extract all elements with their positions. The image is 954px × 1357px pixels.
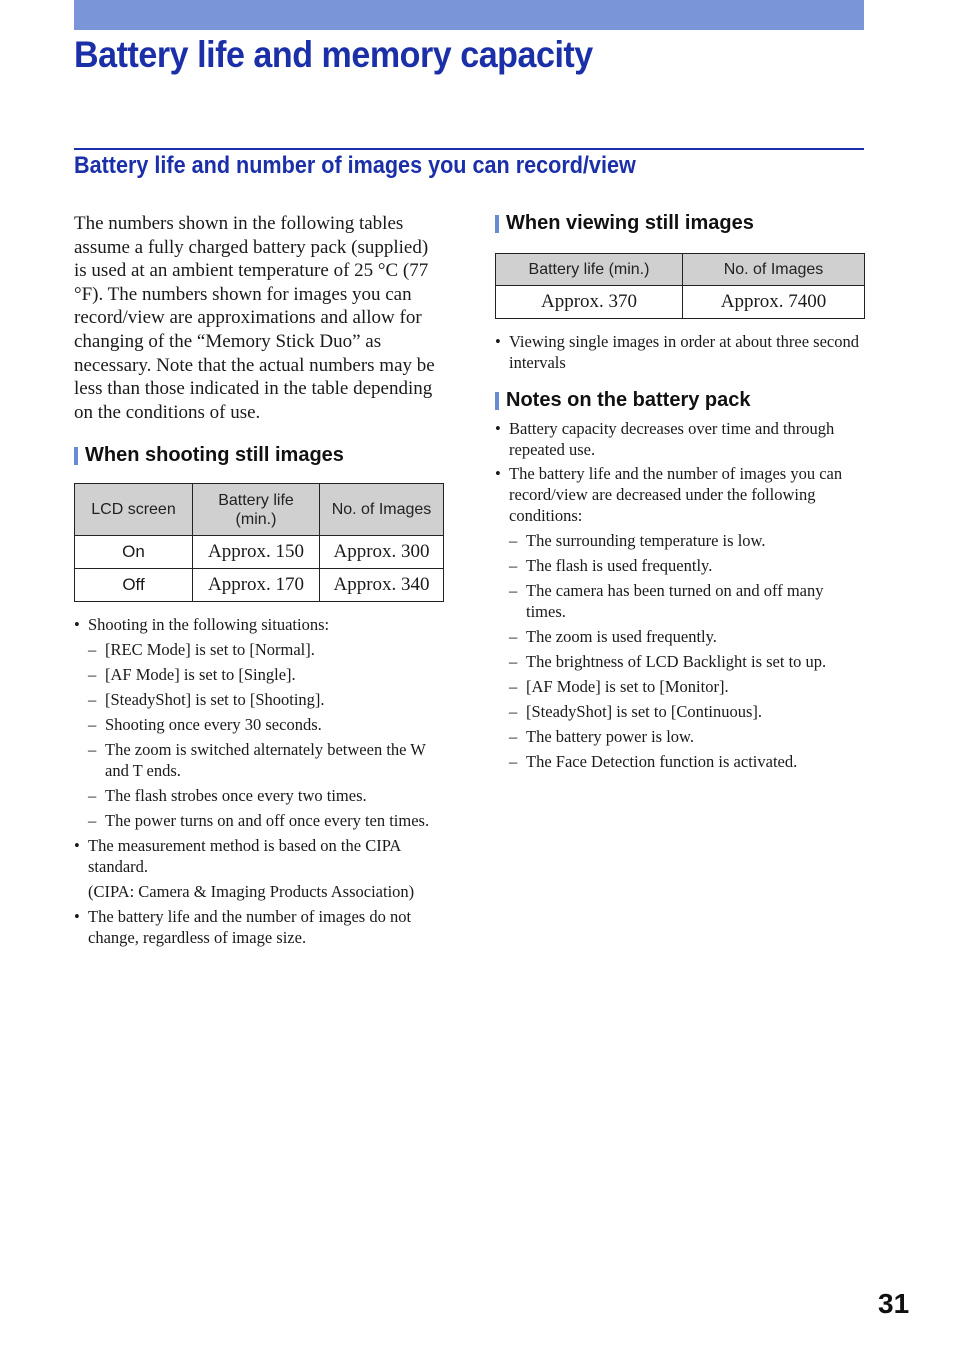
table-cell: Approx. 300 — [320, 536, 444, 569]
table-cell: Approx. 170 — [193, 569, 320, 602]
decrease-intro: The battery life and the number of images you can record/view are decreased under the following conditions: — [509, 464, 843, 525]
list-item: – The zoom is switched alternately between the W and T ends. — [88, 739, 444, 781]
list-item: • Battery capacity decreases over time and through repeated use. — [495, 418, 865, 460]
viewing-table — [495, 253, 865, 319]
table-cell: On — [75, 536, 193, 569]
battery-notes-heading — [495, 389, 865, 412]
list-item: – The brightness of LCD Backlight is set to up. — [509, 651, 865, 672]
list-item: – [SteadyShot] is set to [Shooting]. — [88, 689, 444, 710]
list-item: • Viewing single images in order at about three second intervals — [495, 331, 865, 373]
table-header-cell: LCD screen — [75, 484, 193, 536]
viewing-heading — [495, 212, 865, 235]
list-item: – The Face Detection function is activated. — [509, 751, 865, 772]
viewing-notes — [495, 331, 865, 373]
list-item: – [AF Mode] is set to [Monitor]. — [509, 676, 865, 697]
shooting-heading-text: When shooting still images — [85, 444, 344, 467]
list-item: – Shooting once every 30 seconds. — [88, 714, 444, 735]
table-header-cell: No. of Images — [320, 484, 444, 536]
list-item: – [SteadyShot] is set to [Continuous]. — [509, 701, 865, 722]
intro-paragraph: The numbers shown in the following tables assume a fully charged battery pack (supplied) is used at an ambient temperature of 25 °C (77 °F). The numbers shown for images you can record/view are approximations and allow for changing of the “Memory Stick Duo” as necessary. Note that the actual numbers may be less than those indicated in the table depending on the conditions of use. — [74, 213, 435, 423]
situations-intro: Shooting in the following situations: — [88, 615, 330, 635]
list-item — [74, 614, 444, 831]
list-item — [74, 835, 444, 902]
situations-list — [88, 639, 444, 831]
heading-marker-icon — [495, 215, 499, 233]
list-item: – The surrounding temperature is low. — [509, 530, 865, 551]
table-header-cell: Battery life (min.) — [496, 254, 683, 286]
list-item: – [REC Mode] is set to [Normal]. — [88, 639, 444, 660]
table-row — [75, 569, 444, 602]
shooting-table — [74, 483, 444, 602]
header-text: Battery life (min.) — [218, 491, 294, 528]
conditions-list — [509, 530, 865, 772]
table-header-row — [496, 254, 865, 286]
list-item: – The camera has been turned on and off many times. — [509, 580, 865, 622]
table-cell: Approx. 150 — [193, 536, 320, 569]
table-cell: Approx. 340 — [320, 569, 444, 602]
section-divider — [74, 148, 864, 150]
section-title: Battery life and number of images you can record/view — [74, 152, 636, 179]
battery-notes-heading-text: Notes on the battery pack — [506, 389, 751, 411]
header-color-bar — [74, 0, 864, 30]
table-cell: Approx. 370 — [496, 286, 683, 319]
list-item: – The flash strobes once every two times. — [88, 785, 444, 806]
list-item: • The battery life and the number of images do not change, regardless of image size. — [74, 906, 444, 948]
shooting-notes — [74, 614, 444, 948]
list-item — [495, 463, 865, 772]
list-item: – The power turns on and off once every ten times. — [88, 810, 444, 831]
list-item: – The flash is used frequently. — [509, 555, 865, 576]
table-header-cell — [193, 484, 320, 536]
table-row — [496, 286, 865, 319]
viewing-heading-text: When viewing still images — [506, 212, 754, 234]
list-item: – [AF Mode] is set to [Single]. — [88, 664, 444, 685]
table-cell: Off — [75, 569, 193, 602]
method-note: The measurement method is based on the CIPA standard. — [88, 836, 401, 877]
heading-marker-icon — [495, 392, 499, 410]
page-title: Battery life and memory capacity — [74, 34, 593, 75]
table-cell: Approx. 7400 — [683, 286, 865, 319]
page-number: 31 — [878, 1288, 910, 1319]
heading-marker-icon — [74, 447, 78, 465]
table-header-cell: No. of Images — [683, 254, 865, 286]
list-item: – The zoom is used frequently. — [509, 626, 865, 647]
cipa-note: (CIPA: Camera & Imaging Products Association) — [88, 882, 415, 902]
shooting-heading — [74, 444, 444, 467]
table-row — [75, 536, 444, 569]
left-column — [74, 212, 444, 948]
battery-notes-list — [495, 418, 865, 772]
list-item: – The battery power is low. — [509, 726, 865, 747]
right-column — [495, 212, 865, 772]
table-header-row — [75, 484, 444, 536]
